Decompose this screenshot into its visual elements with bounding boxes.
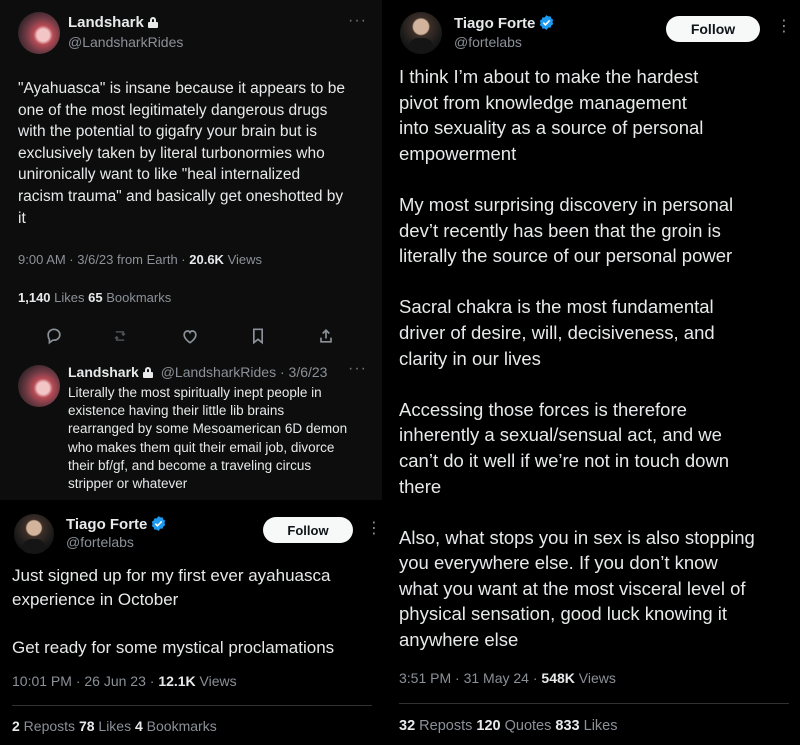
handle-date: @LandsharkRides · 3/6/23 <box>160 364 328 380</box>
follow-button[interactable]: Follow <box>263 517 353 543</box>
tweet-text: "Ayahuasca" is insane because it appears to be one of the most legitimately dangerous drugs with the potential to gigafry your brain but is exclusively taken by literal turbonormies who unironically want to like "heal internalized racism trauma" and basically get oneshotted by it <box>18 80 345 227</box>
more-options-icon[interactable]: ⋮ <box>366 520 382 537</box>
bookmark-icon[interactable] <box>248 326 268 346</box>
tweet-tiago-ayahuasca <box>0 500 382 745</box>
tweet-text: Just signed up for my first ever ayahuasca experience in October Get ready for some mystical proclamations <box>12 566 335 657</box>
engagement-stats: 1,140 Likes 65 Bookmarks <box>18 290 172 305</box>
more-options-icon[interactable]: ··· <box>348 12 367 29</box>
lock-icon <box>148 17 158 28</box>
author-handle[interactable]: @fortelabs <box>454 34 522 50</box>
avatar[interactable] <box>18 365 60 407</box>
engagement-stats: 32 Reposts 120 Quotes 833 Likes <box>399 718 618 734</box>
more-options-icon[interactable]: ⋮ <box>776 18 792 35</box>
share-icon[interactable] <box>316 326 336 346</box>
tweet-meta: 9:00 AM · 3/6/23 from Earth · 20.6K Views <box>18 252 263 267</box>
tweet-landshark-main <box>0 0 382 355</box>
more-options-icon[interactable]: ··· <box>348 360 367 377</box>
avatar[interactable] <box>14 514 54 554</box>
divider <box>12 705 372 706</box>
tweet-text: I think I’m about to make the hardest pivot from knowledge management into sexuality as a source of personal empowerment My most surprising discovery in personal dev’t recently has been that the groin is literally the source of our personal power Sacral chakra is the most fundamental driver of desire, will, decisiveness, and clarity in our lives Accessing those forces is therefore inherently a sexual/sensual act, and we can’t do it well if we’re not in touch down there Also, what stops you in sex is also stopping you everywhere else. If you don’t know what you want at the most visceral level of physical sensation, good luck knowing it anywhere else <box>399 66 755 651</box>
author-handle[interactable]: @fortelabs <box>66 534 134 550</box>
follow-button[interactable]: Follow <box>666 16 760 42</box>
tweet-meta: 3:51 PM · 31 May 24 · 548K Views <box>399 670 616 686</box>
avatar[interactable] <box>18 12 60 54</box>
repost-icon[interactable] <box>110 326 130 346</box>
divider <box>399 703 789 704</box>
verified-badge-icon <box>538 14 555 31</box>
tweet-tiago-pivot <box>382 0 800 745</box>
like-icon[interactable] <box>180 326 200 346</box>
author-name[interactable]: Landshark <box>68 14 158 31</box>
avatar[interactable] <box>400 12 442 54</box>
reply-icon[interactable] <box>44 326 64 346</box>
engagement-stats: 2 Reposts 78 Likes 4 Bookmarks <box>12 718 217 734</box>
author-handle[interactable]: @LandsharkRides <box>68 34 184 50</box>
verified-badge-icon <box>150 515 167 532</box>
author-name[interactable]: Tiago Forte <box>66 515 167 533</box>
author-name[interactable]: Landshark @LandsharkRides · 3/6/23 <box>68 364 328 380</box>
tweet-text: Literally the most spiritually inept people in existence having their little lib brains rearranged by some Mesoamerican 6D demon who makes them quit their email job, divorce their bf/gf, and become a traveling circus stripper or whatever <box>68 385 348 492</box>
tweet-meta: 10:01 PM · 26 Jun 23 · 12.1K Views <box>12 673 237 689</box>
lock-icon <box>143 367 153 378</box>
tweet-landshark-reply <box>0 355 382 500</box>
author-name[interactable]: Tiago Forte <box>454 14 555 32</box>
